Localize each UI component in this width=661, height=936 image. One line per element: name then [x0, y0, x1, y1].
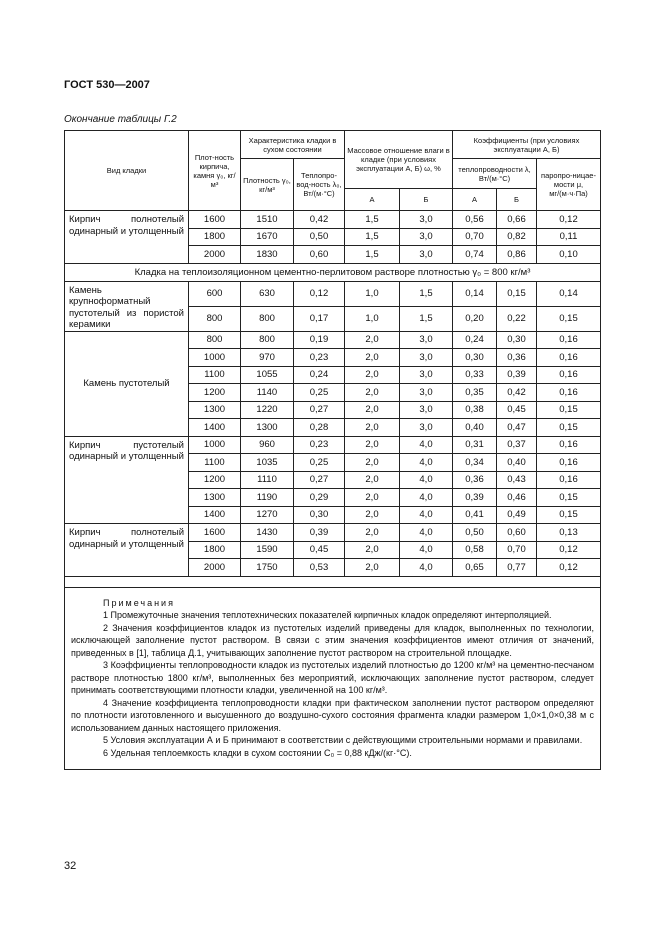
- dry-density-cell: 630: [241, 281, 294, 306]
- moisture-a-cell: 2,0: [345, 506, 400, 524]
- conductivity-b-cell: 0,40: [497, 454, 537, 472]
- brick-density-cell: 2000: [189, 246, 241, 264]
- conductivity-b-cell: 0,45: [497, 401, 537, 419]
- dry-density-cell: 960: [241, 436, 294, 454]
- subheading-text: Кладка на теплоизоляционном цементно-перлитовом растворе плотностью γ₀ = 800 кг/м³: [65, 263, 601, 281]
- brick-density-cell: 1600: [189, 524, 241, 542]
- moisture-b-cell: 3,0: [400, 349, 453, 367]
- brick-density-cell: 1200: [189, 384, 241, 402]
- header-coef-a: А: [453, 189, 497, 211]
- dry-density-cell: 970: [241, 349, 294, 367]
- table-row: [65, 331, 601, 349]
- conductivity-b-cell: 0,37: [497, 436, 537, 454]
- vapour-permeability-cell: 0,16: [537, 349, 601, 367]
- header-dry-group: Характеристика кладки в сухом состоянии: [241, 131, 345, 159]
- moisture-b-cell: 3,0: [400, 419, 453, 437]
- dry-density-cell: 1220: [241, 401, 294, 419]
- dry-density-cell: 1035: [241, 454, 294, 472]
- header-moisture-group: Массовое отношение влаги в кладке (при условиях эксплуатации А, Б) ω, %: [345, 131, 453, 189]
- conductivity-b-cell: 0,47: [497, 419, 537, 437]
- dry-conductivity-cell: 0,23: [294, 436, 345, 454]
- conductivity-b-cell: 0,66: [497, 211, 537, 229]
- dry-conductivity-cell: 0,19: [294, 331, 345, 349]
- brick-density-cell: 1000: [189, 349, 241, 367]
- dry-density-cell: 1830: [241, 246, 294, 264]
- moisture-b-cell: 3,0: [400, 384, 453, 402]
- dry-density-cell: 1590: [241, 541, 294, 559]
- header-dry-conductivity: Теплопро-вод-ность λ₀, Вт/(м·°С): [294, 159, 345, 211]
- page-number: 32: [64, 860, 77, 872]
- moisture-a-cell: 2,0: [345, 366, 400, 384]
- conductivity-a-cell: 0,70: [453, 228, 497, 246]
- moisture-a-cell: 2,0: [345, 384, 400, 402]
- dry-conductivity-cell: 0,60: [294, 246, 345, 264]
- moisture-a-cell: 2,0: [345, 436, 400, 454]
- dry-density-cell: 1510: [241, 211, 294, 229]
- vapour-permeability-cell: 0,12: [537, 211, 601, 229]
- conductivity-a-cell: 0,24: [453, 331, 497, 349]
- conductivity-a-cell: 0,30: [453, 349, 497, 367]
- moisture-a-cell: 2,0: [345, 559, 400, 577]
- header-dry-density: Плотность γ₀, кг/м³: [241, 159, 294, 211]
- conductivity-a-cell: 0,31: [453, 436, 497, 454]
- conductivity-a-cell: 0,74: [453, 246, 497, 264]
- dry-conductivity-cell: 0,39: [294, 524, 345, 542]
- moisture-b-cell: 3,0: [400, 228, 453, 246]
- notes-title: Примечания: [103, 597, 175, 608]
- dry-conductivity-cell: 0,45: [294, 541, 345, 559]
- moisture-a-cell: 2,0: [345, 454, 400, 472]
- table-row: [65, 281, 601, 306]
- vapour-permeability-cell: 0,16: [537, 384, 601, 402]
- dry-conductivity-cell: 0,27: [294, 471, 345, 489]
- masonry-kind-cell: Камень крупноформатный пустотелый из пористой керамики: [65, 281, 189, 331]
- conductivity-a-cell: 0,14: [453, 281, 497, 306]
- dry-density-cell: 800: [241, 306, 294, 331]
- dry-density-cell: 1270: [241, 506, 294, 524]
- moisture-b-cell: 4,0: [400, 524, 453, 542]
- vapour-permeability-cell: 0,16: [537, 454, 601, 472]
- brick-density-cell: 1200: [189, 471, 241, 489]
- moisture-b-cell: 4,0: [400, 559, 453, 577]
- dry-density-cell: 1110: [241, 471, 294, 489]
- moisture-a-cell: 1,5: [345, 211, 400, 229]
- dry-density-cell: 1140: [241, 384, 294, 402]
- conductivity-a-cell: 0,39: [453, 489, 497, 507]
- conductivity-b-cell: 0,36: [497, 349, 537, 367]
- conductivity-a-cell: 0,50: [453, 524, 497, 542]
- dry-density-cell: 800: [241, 331, 294, 349]
- vapour-permeability-cell: 0,13: [537, 524, 601, 542]
- brick-density-cell: 1300: [189, 401, 241, 419]
- dry-conductivity-cell: 0,17: [294, 306, 345, 331]
- note-item: 4 Значение коэффициента теплопроводности кладки при фактическом заполнении пустот раствором определяют по плотности изготовленного и высушенного до воздушно-сухого состояния фрагмента кладки размером 1,0×1,0×0,38 м с использованием данных настоящего приложения.: [71, 697, 595, 733]
- conductivity-a-cell: 0,36: [453, 471, 497, 489]
- conductivity-a-cell: 0,40: [453, 419, 497, 437]
- vapour-permeability-cell: 0,11: [537, 228, 601, 246]
- dry-conductivity-cell: 0,30: [294, 506, 345, 524]
- conductivity-b-cell: 0,49: [497, 506, 537, 524]
- moisture-a-cell: 1,0: [345, 306, 400, 331]
- moisture-b-cell: 1,5: [400, 281, 453, 306]
- brick-density-cell: 800: [189, 306, 241, 331]
- conductivity-b-cell: 0,30: [497, 331, 537, 349]
- conductivity-b-cell: 0,42: [497, 384, 537, 402]
- moisture-a-cell: 2,0: [345, 331, 400, 349]
- vapour-permeability-cell: 0,15: [537, 489, 601, 507]
- vapour-permeability-cell: 0,16: [537, 436, 601, 454]
- vapour-permeability-cell: 0,15: [537, 419, 601, 437]
- note-item: 1 Промежуточные значения теплотехнических показателей кирпичных кладок определяют интерполяцией.: [103, 610, 552, 620]
- header-kind: Вид кладки: [65, 131, 189, 211]
- dry-density-cell: 1190: [241, 489, 294, 507]
- brick-density-cell: 1000: [189, 436, 241, 454]
- moisture-a-cell: 1,5: [345, 246, 400, 264]
- dry-conductivity-cell: 0,29: [294, 489, 345, 507]
- note-item: 3 Коэффициенты теплопроводности кладок из пустотелых изделий плотностью до 1200 кг/м³ на цементно-песчаном растворе плотностью 1800 кг/м³, выполненных без мероприятий, исключающих заполнение пустот раствором, следует принимать соответствующими плотности кладки, увеличенной на 100 кг/м³.: [71, 660, 595, 695]
- thermal-properties-table: [64, 130, 600, 770]
- conductivity-b-cell: 0,46: [497, 489, 537, 507]
- moisture-b-cell: 4,0: [400, 436, 453, 454]
- conductivity-a-cell: 0,41: [453, 506, 497, 524]
- conductivity-b-cell: 0,82: [497, 228, 537, 246]
- table-caption: Окончание таблицы Г.2: [64, 114, 177, 125]
- moisture-a-cell: 2,0: [345, 471, 400, 489]
- dry-conductivity-cell: 0,12: [294, 281, 345, 306]
- moisture-b-cell: 4,0: [400, 471, 453, 489]
- dry-density-cell: 1055: [241, 366, 294, 384]
- conductivity-b-cell: 0,60: [497, 524, 537, 542]
- dry-density-cell: 1670: [241, 228, 294, 246]
- conductivity-a-cell: 0,56: [453, 211, 497, 229]
- dry-density-cell: 1300: [241, 419, 294, 437]
- conductivity-b-cell: 0,77: [497, 559, 537, 577]
- moisture-b-cell: 3,0: [400, 211, 453, 229]
- moisture-b-cell: 4,0: [400, 541, 453, 559]
- brick-density-cell: 1800: [189, 228, 241, 246]
- header-coef-group: Коэффициенты (при условиях эксплуатации А, Б): [453, 131, 601, 159]
- dry-conductivity-cell: 0,42: [294, 211, 345, 229]
- brick-density-cell: 600: [189, 281, 241, 306]
- header-moisture-a: А: [345, 189, 400, 211]
- vapour-permeability-cell: 0,16: [537, 366, 601, 384]
- brick-density-cell: 1400: [189, 419, 241, 437]
- vapour-permeability-cell: 0,15: [537, 401, 601, 419]
- brick-density-cell: 2000: [189, 559, 241, 577]
- moisture-a-cell: 2,0: [345, 349, 400, 367]
- dry-conductivity-cell: 0,24: [294, 366, 345, 384]
- header-brick-density: Плот-ность кирпича, камня γ₀, кг/м³: [189, 131, 241, 211]
- brick-density-cell: 1400: [189, 506, 241, 524]
- brick-density-cell: 1800: [189, 541, 241, 559]
- moisture-a-cell: 2,0: [345, 524, 400, 542]
- moisture-b-cell: 4,0: [400, 489, 453, 507]
- masonry-kind-cell: Кирпич пустотелый одинарный и утолщенный: [65, 436, 189, 524]
- brick-density-cell: 800: [189, 331, 241, 349]
- vapour-permeability-cell: 0,12: [537, 559, 601, 577]
- moisture-a-cell: 1,5: [345, 228, 400, 246]
- brick-density-cell: 1100: [189, 454, 241, 472]
- conductivity-a-cell: 0,34: [453, 454, 497, 472]
- dry-density-cell: 1750: [241, 559, 294, 577]
- vapour-permeability-cell: 0,16: [537, 471, 601, 489]
- masonry-kind-cell: Камень пустотелый: [65, 331, 189, 436]
- dry-conductivity-cell: 0,28: [294, 419, 345, 437]
- conductivity-b-cell: 0,86: [497, 246, 537, 264]
- moisture-a-cell: 2,0: [345, 419, 400, 437]
- table-row: [65, 436, 601, 454]
- dry-conductivity-cell: 0,27: [294, 401, 345, 419]
- vapour-permeability-cell: 0,16: [537, 331, 601, 349]
- moisture-a-cell: 2,0: [345, 489, 400, 507]
- conductivity-a-cell: 0,35: [453, 384, 497, 402]
- conductivity-a-cell: 0,58: [453, 541, 497, 559]
- header-vapour-permeability: паропро-ницае-мости μ, мг/(м·ч·Па): [537, 159, 601, 211]
- brick-density-cell: 1100: [189, 366, 241, 384]
- vapour-permeability-cell: 0,14: [537, 281, 601, 306]
- header-thermal-conductivity: теплопроводности λ, Вт/(м·°С): [453, 159, 537, 189]
- conductivity-b-cell: 0,22: [497, 306, 537, 331]
- note-item: 6 Удельная теплоемкость кладки в сухом состоянии C₀ = 0,88 кДж/(кг·°С).: [103, 747, 412, 758]
- dry-conductivity-cell: 0,50: [294, 228, 345, 246]
- moisture-a-cell: 2,0: [345, 401, 400, 419]
- masonry-kind-cell: Кирпич полнотелый одинарный и утолщенный: [65, 524, 189, 577]
- moisture-b-cell: 3,0: [400, 401, 453, 419]
- masonry-kind-cell: Кирпич полнотелый одинарный и утолщенный: [65, 211, 189, 264]
- brick-density-cell: 1600: [189, 211, 241, 229]
- dry-density-cell: 1430: [241, 524, 294, 542]
- moisture-b-cell: 4,0: [400, 506, 453, 524]
- document-code: ГОСТ 530—2007: [64, 79, 150, 91]
- conductivity-a-cell: 0,65: [453, 559, 497, 577]
- moisture-b-cell: 3,0: [400, 331, 453, 349]
- header-coef-b: Б: [497, 189, 537, 211]
- table-row: [65, 524, 601, 542]
- header-moisture-b: Б: [400, 189, 453, 211]
- moisture-b-cell: 4,0: [400, 454, 453, 472]
- vapour-permeability-cell: 0,10: [537, 246, 601, 264]
- conductivity-b-cell: 0,39: [497, 366, 537, 384]
- note-item: 5 Условия эксплуатации А и Б принимают в соответствии с действующими строительными нормами и правилами.: [103, 735, 583, 745]
- conductivity-b-cell: 0,15: [497, 281, 537, 306]
- conductivity-b-cell: 0,43: [497, 471, 537, 489]
- conductivity-a-cell: 0,38: [453, 401, 497, 419]
- moisture-b-cell: 3,0: [400, 366, 453, 384]
- brick-density-cell: 1300: [189, 489, 241, 507]
- conductivity-a-cell: 0,20: [453, 306, 497, 331]
- moisture-b-cell: 1,5: [400, 306, 453, 331]
- moisture-a-cell: 2,0: [345, 541, 400, 559]
- dry-conductivity-cell: 0,25: [294, 384, 345, 402]
- conductivity-b-cell: 0,70: [497, 541, 537, 559]
- note-item: 2 Значения коэффициентов кладок из пустотелых изделий приведены для кладок, выполненных по технологии, исключающей заполнение пустот раствором. В связи с этим значения коэффициентов имеют отличия от значений, приведенных в [1], таблица Д.1, учитывающих заполнение пустот раствором на строительной площадке.: [71, 622, 595, 658]
- dry-conductivity-cell: 0,25: [294, 454, 345, 472]
- vapour-permeability-cell: 0,15: [537, 306, 601, 331]
- subheading-row: [65, 263, 601, 281]
- moisture-a-cell: 1,0: [345, 281, 400, 306]
- conductivity-a-cell: 0,33: [453, 366, 497, 384]
- dry-conductivity-cell: 0,23: [294, 349, 345, 367]
- vapour-permeability-cell: 0,15: [537, 506, 601, 524]
- vapour-permeability-cell: 0,12: [537, 541, 601, 559]
- moisture-b-cell: 3,0: [400, 246, 453, 264]
- notes-block: [65, 587, 601, 770]
- table-row: [65, 211, 601, 229]
- dry-conductivity-cell: 0,53: [294, 559, 345, 577]
